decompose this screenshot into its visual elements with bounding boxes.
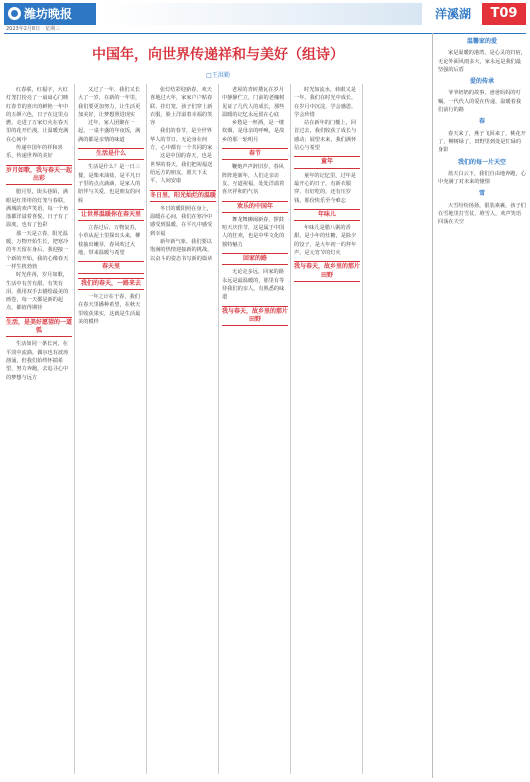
subheading: 爱的传承 xyxy=(469,78,494,86)
subheading: 我与春天，故乡里的那片田野 xyxy=(294,261,360,282)
brand-logo-icon xyxy=(8,7,21,20)
subheading: 童年 xyxy=(294,156,360,168)
paragraph: 红春联，红福字，大红灯笼打扮亮了一扇扇心门映红春节的喜庆的鲜艳一年中的五颜六色，日子在这里点燃，走进了万家灯火在春天里的花开烂漫，让温暖充满在心间中 xyxy=(6,87,69,143)
subheading: 生活是什么 xyxy=(78,148,144,160)
paragraph: 爷爷奶奶的故事，爸爸妈妈的叮嘱，一代代人的爱在传递，温暖着我们前行的路 xyxy=(438,90,522,114)
paragraph: 一年之计在于春，我们在春天里播种希望，在秋天里收获果实，这就是生活最美的模样 xyxy=(78,293,141,325)
dateline: 2023年2月8日 星期三 xyxy=(6,26,61,32)
article-headline: 中国年，向世界传递祥和与美好（组诗） xyxy=(92,47,344,63)
masthead xyxy=(0,0,530,32)
subheading: 我与春天，故乡里的那片田野 xyxy=(222,306,288,327)
page-number: T09 xyxy=(482,3,526,25)
paragraph: 年味儿是腊八粥的香甜，是小年的灶糖，是除夕的饺子，是大年初一的拜年声，是元宵节的灯火 xyxy=(294,225,357,257)
subheading: 回家的路 xyxy=(222,253,288,265)
column-divider xyxy=(218,84,219,774)
brand-name: 潍坊晚报 xyxy=(24,7,73,21)
subheading: 春节 xyxy=(222,148,288,160)
paragraph: 蓝天白云下，我们自由地奔跑，心中充满了对未来的憧憬 xyxy=(438,170,526,186)
paragraph: 童年的记忆里，过年是最开心的日子，有新衣服穿，有好吃的，还有压岁钱，那份快乐至今难忘 xyxy=(294,172,356,204)
paragraph: 立春过后，万物复苏，小草从泥土里探出头来，柳枝抽出嫩芽，春风吹过大地，带来温暖与希望 xyxy=(78,225,141,257)
paragraph: 腊月里，街头巷陌，满眼是红彤彤的灯笼与春联，满城的欢声笑语，每一个角落都洋溢着喜悦。日子有了温度，也有了色彩 xyxy=(6,189,69,229)
section-name: 洋溪湖 xyxy=(434,7,471,21)
paragraph: 这是中国的春天，也是世界的春天，我们把祝福送给远方的朋友，愿天下太平，人间安康 xyxy=(150,153,213,185)
subheading: 让世界温暖你在春天里 xyxy=(78,209,144,221)
column-divider xyxy=(146,84,147,774)
column-divider-sidebar xyxy=(432,33,433,778)
paragraph: 又过了一年，我们又长大了一岁，在新的一年里，我们要更加努力，让生活更加美好，让梦想照进现实 xyxy=(78,87,141,118)
column-divider xyxy=(74,84,75,774)
article-column xyxy=(150,86,216,776)
paragraph: 那一天是立春，阳光温暖，万物开始生长，把寒冷的冬天留在身后，我迎接一个新的开始，我的心像春天一样生机勃勃 xyxy=(6,230,69,270)
newspaper-brand xyxy=(4,3,96,25)
paragraph: 舞龙舞狮闹新春，锣鼓喧天庆佳节，这是属于中国人的狂欢，也是中华文化的独特魅力 xyxy=(222,216,285,248)
subheading: 年味儿 xyxy=(294,209,360,221)
article-column xyxy=(222,86,288,776)
article-column xyxy=(6,86,72,776)
subheading: 我们的每一片天空 xyxy=(457,158,506,166)
paragraph: 无论走多远，回家的路永远是最温暖的，那里有等待我们的亲人，有熟悉的味道 xyxy=(222,269,285,301)
paragraph: 过年，家人团聚在一起，一桌丰盛的年夜饭，满满的都是亲情的味道 xyxy=(78,120,141,143)
sidebar-column xyxy=(438,34,526,778)
subheading: 温馨家的爱 xyxy=(466,38,497,45)
paragraph: 冬日的暖阳照在身上，温暖在心间，我们在寒冷中感受到温暖，在平凡中感受到幸福 xyxy=(150,205,213,237)
subheading: 春 xyxy=(478,118,485,126)
paragraph: 新年新气象，我们要以饱满的热情迎接新的挑战，以奋斗的姿态书写新的篇章 xyxy=(150,239,213,262)
subheading: 我们的春天，一路来去 xyxy=(78,278,144,290)
paragraph: 张灯结彩迎新春，欢天喜地过大年，家家户户贴春联、挂灯笼，孩子们穿上新衣服，脸上洋溢着幸福的笑容 xyxy=(150,87,213,127)
article-column xyxy=(78,86,144,776)
paragraph: 时光荏苒，岁月如歌，生活中有苦有甜，有笑有泪，我用双手去描绘最美的画卷，每一天都是新的起点，都值得期待 xyxy=(6,272,69,312)
subheading: 欢乐的中国年 xyxy=(222,201,288,213)
paragraph: 家是温暖的港湾，是心灵的归宿，无论外面风雨多大，家永远是我们最坚强的后盾 xyxy=(438,50,526,73)
paragraph: 生活如同一条长河，在平淡中流淌，偶尔也有波涛汹涌，但我们始终怀揣希望，努力奔跑，去追寻心中的梦想与远方 xyxy=(6,341,69,381)
paragraph: 传递中国年的祥和喜乐，传递世界的美好 xyxy=(6,145,63,160)
subheading: 冬日里，阳光灿烂的温暖 xyxy=(150,190,216,202)
header-banner xyxy=(100,3,422,25)
paragraph: 时光如流水，转眼又是一年，我们在时光中成长，在岁月中沉淀，学会感恩，学会珍惜 xyxy=(294,87,357,118)
paragraph: 乡愁是一杯酒，是一缕炊烟，是母亲的呼唤，是故乡的那一轮明月 xyxy=(222,120,285,143)
subheading: 雪 xyxy=(478,190,485,198)
paragraph: 我们的春节，是全世界华人的节日，无论身在何方，心中都有一个共同的家 xyxy=(150,128,213,152)
subheading: 春天里 xyxy=(78,261,144,273)
column-divider xyxy=(290,84,291,774)
paragraph: 大雪纷纷扬扬，银装素裹，孩子们在雪地里打雪仗、堆雪人，欢声笑语回荡在天空 xyxy=(438,202,526,226)
paragraph: 老屋的青砖黛瓦在岁月中静静伫立，门前的老槐树见证了几代人的成长，那些温暖的记忆永远留在心底 xyxy=(222,87,285,118)
article-byline: □王洪勤 xyxy=(206,72,230,79)
paragraph: 鞭炮声声辞旧岁，春风阵阵迎新年，人们走亲访友，互道祝福，处处洋溢着喜庆祥和的气氛 xyxy=(222,164,285,196)
paragraph: 站在新年的门槛上，回首过去，我们收获了成长与感动；展望未来，我们满怀信心与希望 xyxy=(294,120,357,152)
subheading: 岁月如歌，我与春天一起出彩 xyxy=(6,165,72,186)
paragraph: 春天来了，燕子飞回来了，桃花开了，柳树绿了，田野里到处是忙碌的身影 xyxy=(438,130,526,154)
subheading: 生活，是美好愿望的一道弧 xyxy=(6,317,72,338)
paragraph: 生活是什么？是一日三餐，是柴米油盐，是平凡日子里的点点滴滴，是家人的陪伴与关爱，也是朋友的问候 xyxy=(78,164,141,204)
article-column xyxy=(294,86,360,776)
column-divider xyxy=(362,84,363,774)
